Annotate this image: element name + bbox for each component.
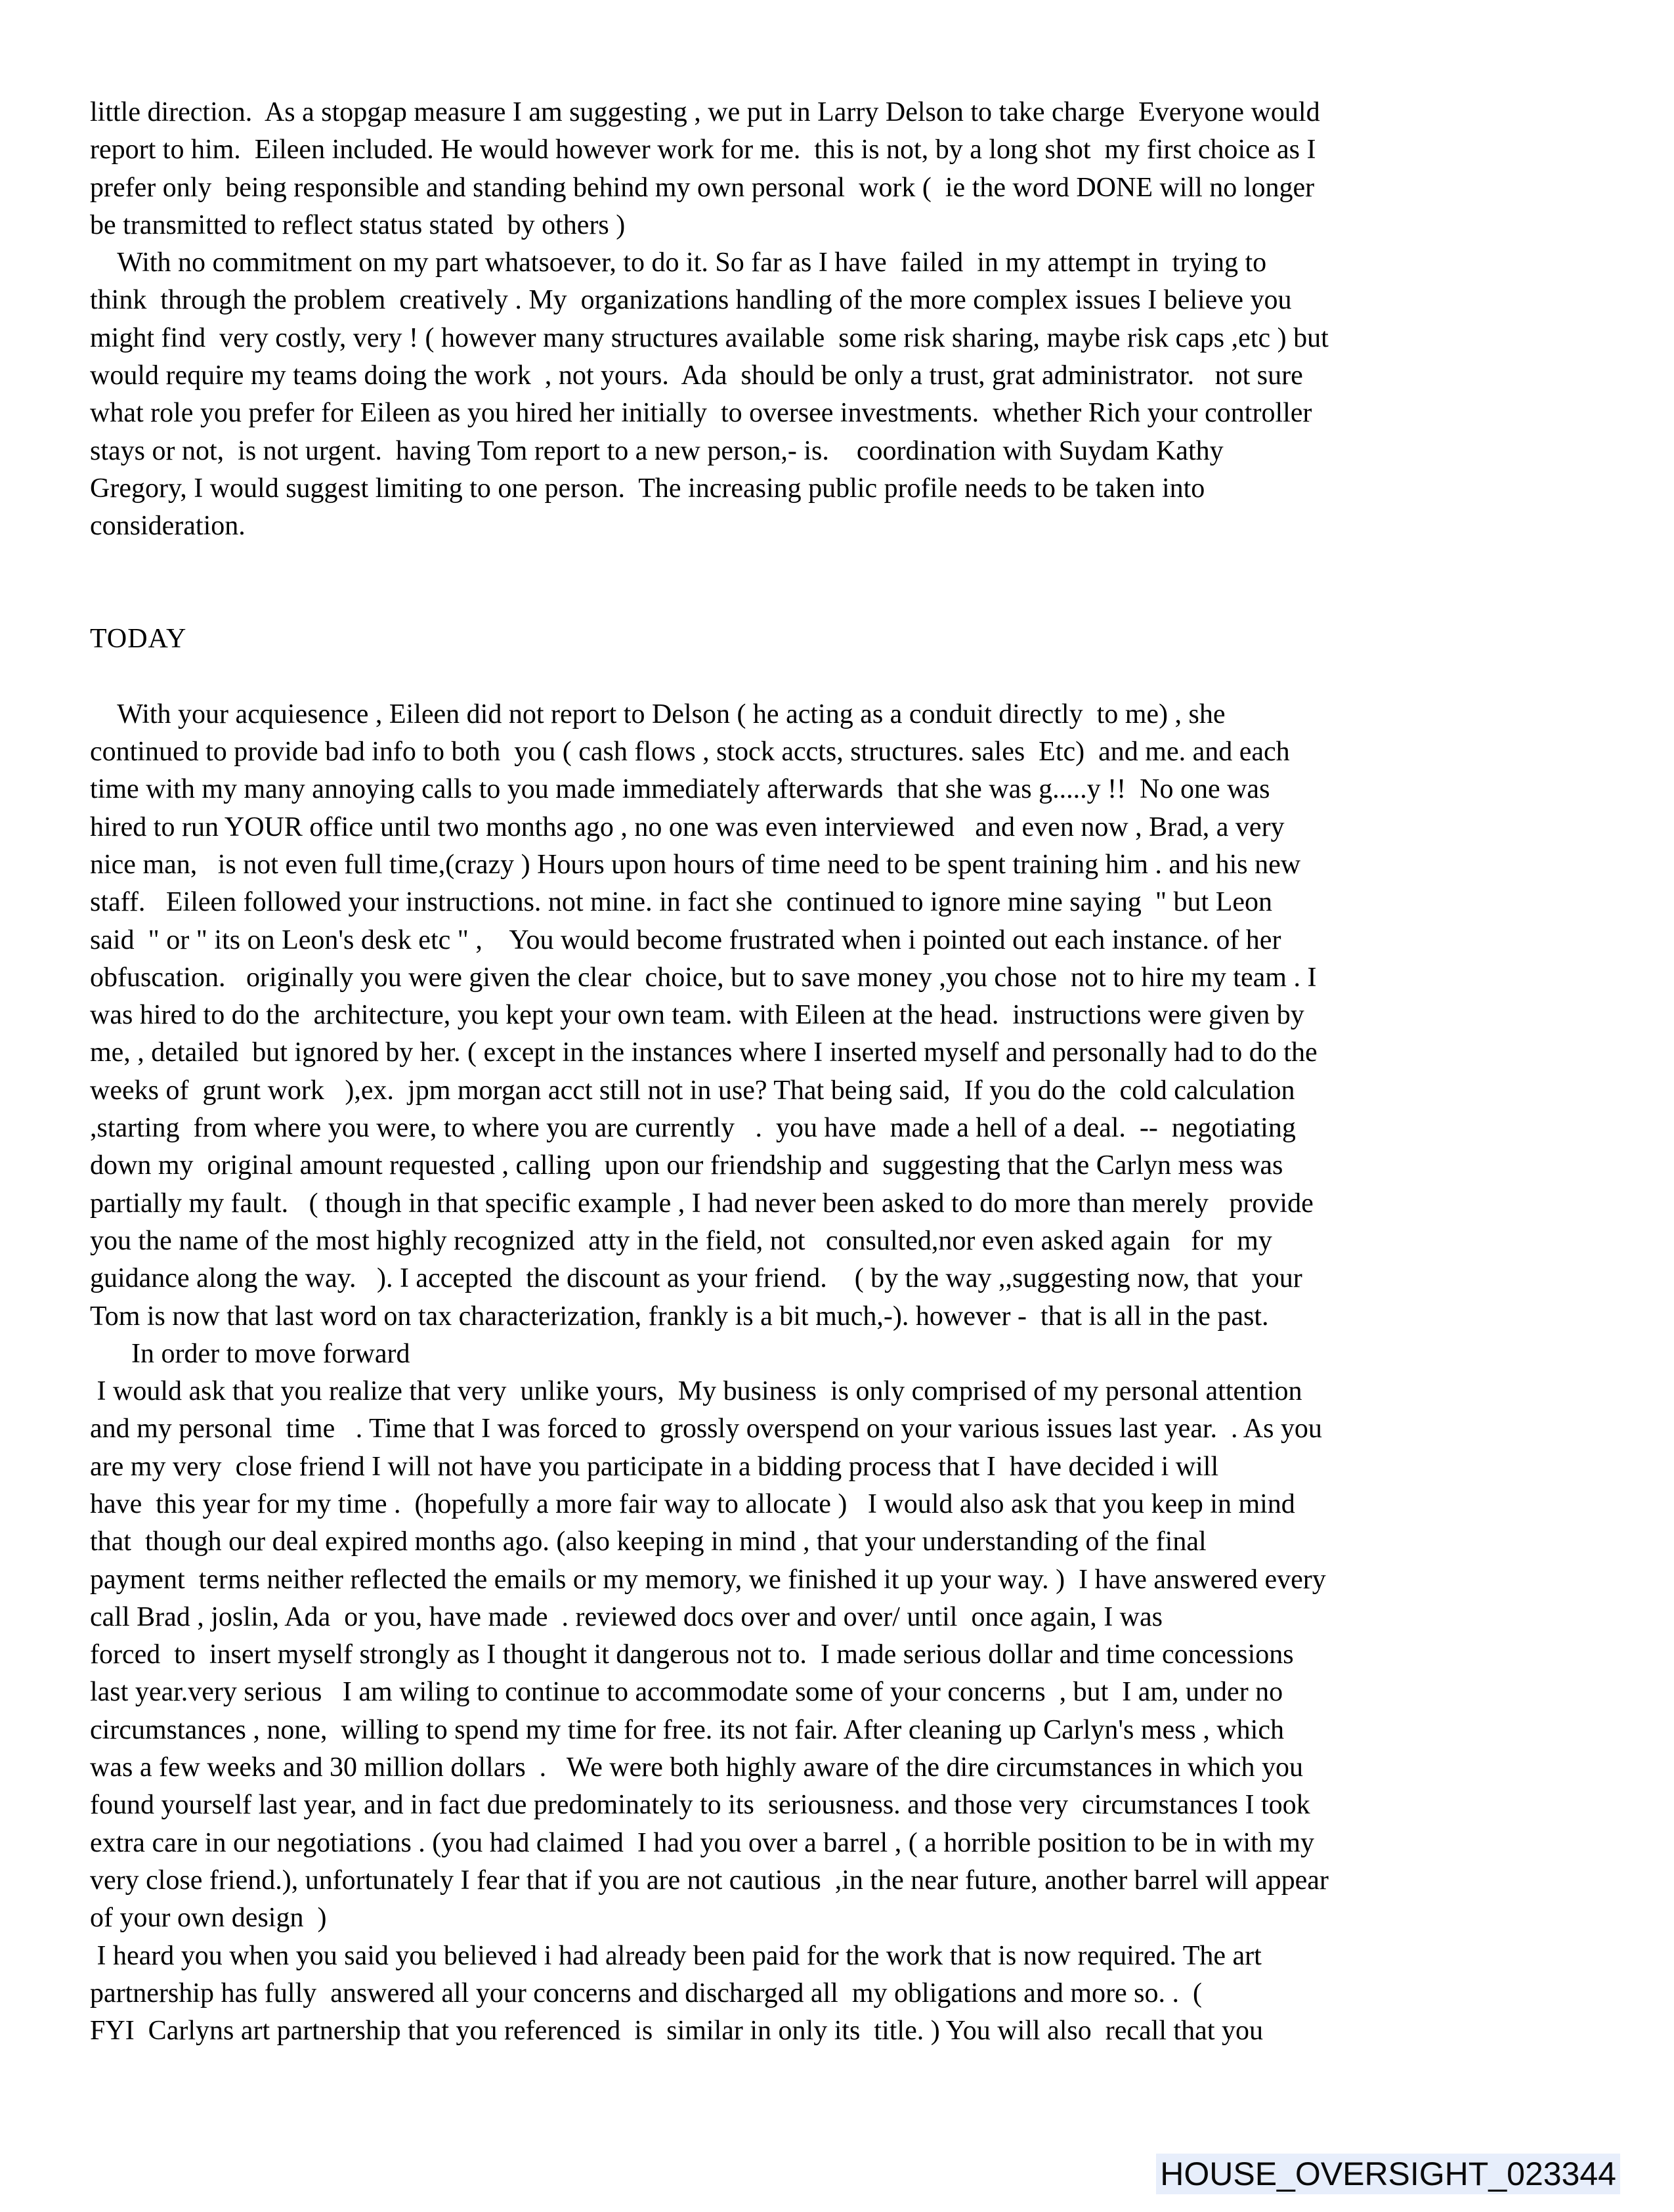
text-line: call Brad , joslin, Ada or you, have made . reviewed docs over and over/ until once again, I was	[90, 1601, 1163, 1632]
text-line: last year.very serious I am wiling to continue to accommodate some of your concerns , but I am, under no	[90, 1677, 1283, 1708]
text-line: extra care in our negotiations . (you had claimed I had you over a barrel , ( a horrible position to be in with my	[90, 1827, 1314, 1858]
text-line: me, , detailed but ignored by her. ( except in the instances where I inserted myself and personally had to do the	[90, 1037, 1318, 1068]
text-line: what role you prefer for Eileen as you hired her initially to oversee investments. whether Rich your controller	[90, 398, 1312, 429]
text-line: I would ask that you realize that very unlike yours, My business is only comprised of my personal attention	[90, 1376, 1302, 1407]
text-line: circumstances , none, willing to spend my time for free. its not fair. After cleaning up Carlyn's mess , which	[90, 1714, 1284, 1745]
text-line: report to him. Eileen included. He would however work for me. this is not, by a long shot my first choice as I	[90, 135, 1316, 165]
text-line: that though our deal expired months ago. (also keeping in mind , that your understanding of the final	[90, 1527, 1207, 1557]
text-line: continued to provide bad info to both you ( cash flows , stock accts, structures. sales Etc) and me. and each	[90, 737, 1290, 768]
document-body	[90, 94, 1620, 2050]
text-line: FYI Carlyns art partnership that you referenced is similar in only its title. ) You will also recall that you	[90, 2016, 1263, 2047]
paragraph-block-today	[90, 696, 1620, 2050]
text-line: hired to run YOUR office until two months ago , no one was even interviewed and even now , Brad, a very	[90, 812, 1285, 842]
blank-space	[90, 546, 1620, 621]
text-line: said " or " its on Leon's desk etc " , You would become frustrated when i pointed out each instance. of her	[90, 924, 1281, 955]
text-line: payment terms neither reflected the emails or my memory, we finished it up your way. ) I have answered every	[90, 1564, 1326, 1595]
text-line: might find very costly, very ! ( however many structures available some risk sharing, maybe risk caps ,etc ) but	[90, 322, 1329, 353]
paragraph-block-top	[90, 94, 1620, 546]
text-line: weeks of grunt work ),ex. jpm morgan acct still not in use? That being said, If you do the cold calculation	[90, 1075, 1295, 1106]
text-line: With your acquiesence , Eileen did not report to Delson ( he acting as a conduit directly to me) , she	[90, 699, 1226, 729]
text-line: and my personal time . Time that I was forced to grossly overspend on your various issues last year. . As you	[90, 1414, 1322, 1444]
text-line: I heard you when you said you believed i had already been paid for the work that is now required. The art	[90, 1940, 1262, 1971]
text-line: are my very close friend I will not have you participate in a bidding process that I have decided i will	[90, 1451, 1219, 1482]
text-line: stays or not, is not urgent. having Tom report to a new person,- is. coordination with Suydam Kathy	[90, 435, 1224, 466]
text-line: little direction. As a stopgap measure I am suggesting , we put in Larry Delson to take charge Everyone would	[90, 97, 1320, 127]
text-line: Gregory, I would suggest limiting to one person. The increasing public profile needs to be taken into	[90, 473, 1205, 504]
text-line: down my original amount requested , calling upon our friendship and suggesting that the Carlyn mess was	[90, 1150, 1283, 1181]
text-line: of your own design )	[90, 1903, 327, 1934]
text-line: nice man, is not even full time,(crazy ) Hours upon hours of time need to be spent training him . and his new	[90, 849, 1301, 880]
text-line: With no commitment on my part whatsoever, to do it. So far as I have failed in my attempt in trying to	[90, 248, 1267, 278]
text-line: forced to insert myself strongly as I thought it dangerous not to. I made serious dollar and time concessions	[90, 1639, 1294, 1670]
bates-stamp: HOUSE_OVERSIGHT_023344	[1156, 2154, 1620, 2194]
text-line: In order to move forward	[90, 1338, 410, 1369]
text-line: Tom is now that last word on tax characterization, frankly is a bit much,-). however - that is all in the past.	[90, 1301, 1269, 1332]
text-line: was a few weeks and 30 million dollars . We were both highly aware of the dire circumstances in which you	[90, 1752, 1303, 1783]
text-line: obfuscation. originally you were given the clear choice, but to save money ,you chose not to hire my team . I	[90, 962, 1317, 993]
section-heading-today: TODAY	[90, 624, 187, 655]
text-line: partnership has fully answered all your concerns and discharged all my obligations and more so. . (	[90, 1978, 1202, 2008]
text-line: prefer only being responsible and standing behind my own personal work ( ie the word DONE will no longer	[90, 172, 1315, 203]
text-line: have this year for my time . (hopefully a more fair way to allocate ) I would also ask that you keep in mind	[90, 1488, 1295, 1519]
text-line: partially my fault. ( though in that specific example , I had never been asked to do more than merely provide	[90, 1188, 1314, 1219]
text-line: very close friend.), unfortunately I fear that if you are not cautious ,in the near future, another barrel will appear	[90, 1865, 1329, 1896]
text-line: you the name of the most highly recognized atty in the field, not consulted,nor even asked again for my	[90, 1225, 1272, 1256]
text-line: time with my many annoying calls to you made immediately afterwards that she was g.....y !! No one was	[90, 774, 1270, 805]
text-line: was hired to do the architecture, you kept your own team. with Eileen at the head. instructions were given by	[90, 1000, 1304, 1031]
text-line: be transmitted to reflect status stated by others )	[90, 209, 626, 240]
blank-space	[90, 658, 1620, 695]
text-line: ,starting from where you were, to where you are currently . you have made a hell of a deal. -- negotiating	[90, 1113, 1296, 1144]
text-line: think through the problem creatively . My organizations handling of the more complex issues I believe you	[90, 285, 1292, 316]
text-line: staff. Eileen followed your instructions. not mine. in fact she continued to ignore mine saying " but Leon	[90, 887, 1272, 918]
text-line: consideration.	[90, 511, 246, 542]
text-line: found yourself last year, and in fact due predominately to its seriousness. and those very circumstances I took	[90, 1790, 1310, 1821]
text-line: guidance along the way. ). I accepted the discount as your friend. ( by the way ,,suggesting now, that your	[90, 1263, 1302, 1294]
text-line: would require my teams doing the work , not yours. Ada should be only a trust, grat administrator. not sure	[90, 360, 1303, 391]
